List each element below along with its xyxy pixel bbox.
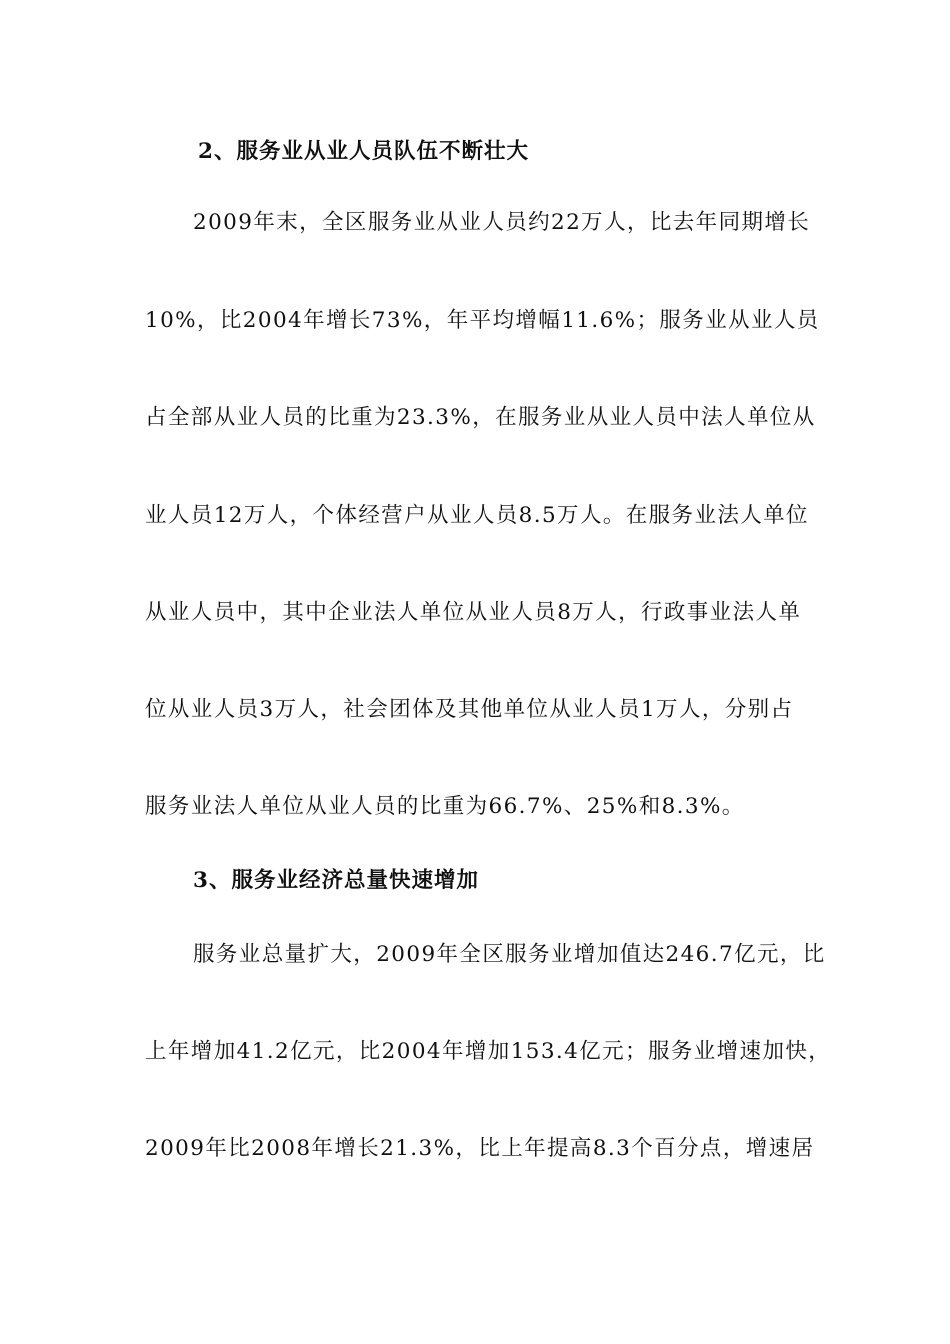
section-2-line-5: 从业人员中，其中企业法人单位从业人员8万人，行政事业法人单 [145, 600, 802, 625]
section-3-line-1: 服务业总量扩大，2009年全区服务业增加值达246.7亿元，比 [193, 942, 826, 967]
section-2-line-6: 位从业人员3万人，社会团体及其他单位从业人员1万人，分别占 [145, 697, 794, 722]
section-2-line-3: 占全部从业人员的比重为23.3%，在服务业从业人员中法人单位从 [145, 405, 816, 430]
section-2-line-2: 10%，比2004年增长73%，年平均增幅11.6%；服务业从业人员 [145, 308, 820, 333]
section-2-line-4: 业人员12万人，个体经营户从业人员8.5万人。在服务业法人单位 [145, 503, 809, 528]
section-3-line-3: 2009年比2008年增长21.3%，比上年提高8.3个百分点，增速居 [145, 1136, 815, 1161]
section-3-line-2: 上年增加41.2亿元，比2004年增加153.4亿元；服务业增速加快， [145, 1039, 832, 1064]
section-2-line-1: 2009年末，全区服务业从业人员约22万人，比去年同期增长 [193, 210, 811, 235]
section-3-heading: 3、服务业经济总量快速增加 [193, 868, 479, 893]
section-2-line-7: 服务业法人单位从业人员的比重为66.7%、25%和8.3%。 [145, 794, 745, 819]
section-2-heading: 2、服务业从业人员队伍不断壮大 [198, 139, 529, 164]
